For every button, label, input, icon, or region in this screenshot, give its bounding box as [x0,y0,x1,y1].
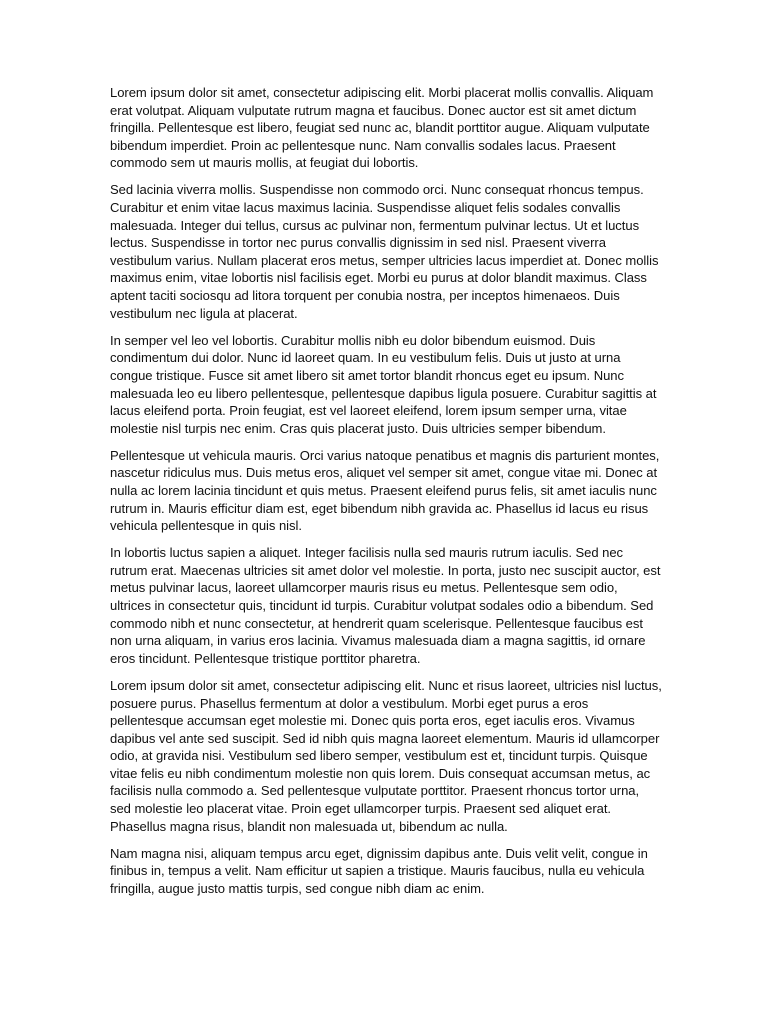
paragraph: In lobortis luctus sapien a aliquet. Integer facilisis nulla sed mauris rutrum iaculis. Sed nec rutrum erat. Maecenas ultricies sit amet dolor vel molestie. In porta, justo nec suscipit auctor, est metus pulvinar lacus, laoreet ullamcorper mauris risus eu metus. Pellentesque sem odio, ultrices in consectetur quis, tincidunt id turpis. Curabitur volutpat sodales odio a bibendum. Sed commodo nibh et nunc consectetur, at hendrerit quam scelerisque. Pellentesque faucibus est non urna aliquam, in varius eros lacinia. Vivamus malesuada diam a magna sagittis, id ornare eros tincidunt. Pellentesque tristique porttitor pharetra. [110,545,661,666]
paragraph: Nam magna nisi, aliquam tempus arcu eget, dignissim dapibus ante. Duis velit velit, congue in finibus in, tempus a velit. Nam efficitur ut sapien a tristique. Mauris faucibus, nulla eu vehicula fringilla, augue justo mattis turpis, sed congue nibh diam ac enim. [110,845,648,896]
paragraph: In semper vel leo vel lobortis. Curabitur mollis nibh eu dolor bibendum euismod. Duis condimentum dui dolor. Nunc id laoreet quam. In eu vestibulum felis. Duis ut justo at urna congue tristique. Fusce sit amet libero sit amet tortor blandit rhoncus eget eu ipsum. Nunc malesuada leo eu libero pellentesque, pellentesque dapibus ligula posuere. Curabitur sagittis at lacus eleifend porta. Proin feugiat, est vel laoreet eleifend, lorem ipsum semper urna, vitae molestie nisl turpis nec enim. Cras quis placerat justo. Duis ultricies semper bibendum. [110,332,657,436]
document-body [110,84,662,907]
paragraph: Lorem ipsum dolor sit amet, consectetur adipiscing elit. Nunc et risus laoreet, ultricies nisl luctus, posuere purus. Phasellus fermentum at dolor a vestibulum. Morbi eget purus a eros pellentesque accumsan eget molestie mi. Donec quis porta eros, eget iaculis eros. Vivamus dapibus vel ante sed suscipit. Sed id nibh quis magna laoreet elementum. Mauris id ullamcorper odio, at gravida nisi. Vestibulum sed libero semper, vestibulum est et, tincidunt turpis. Quisque vitae felis eu nibh condimentum molestie non quis lorem. Duis consequat accumsan metus, ac facilisis nulla commodo a. Sed pellentesque vulputate porttitor. Praesent rhoncus tortor urna, sed molestie leo placerat vitae. Proin eget ullamcorper turpis. Praesent sed aliquet erat. Phasellus magna risus, blandit non malesuada ut, bibendum ac nulla. [110,677,662,834]
paragraph: Pellentesque ut vehicula mauris. Orci varius natoque penatibus et magnis dis parturient montes, nascetur ridiculus mus. Duis metus eros, aliquet vel semper sit amet, congue vitae mi. Donec at nulla ac lorem lacinia tincidunt et quis metus. Praesent eleifend purus felis, sit amet iaculis nunc rutrum in. Mauris efficitur diam est, eget bibendum nibh gravida ac. Phasellus id lacus eu risus vehicula pellentesque in quis nisl. [110,447,660,534]
paragraph: Sed lacinia viverra mollis. Suspendisse non commodo orci. Nunc consequat rhoncus tempus. Curabitur et enim vitae lacus maximus lacinia. Suspendisse aliquet felis sodales convallis malesuada. Integer dui tellus, cursus ac pulvinar non, fermentum pulvinar lectus. Ut et luctus lectus. Suspendisse in tortor nec purus convallis dignissim in sed nisl. Praesent viverra vestibulum varius. Nullam placerat eros metus, semper ultricies lacus imperdiet at. Donec mollis maximus enim, vitae lobortis nisl facilisis eget. Morbi eu purus at dolor blandit maximus. Class aptent taciti sociosqu ad litora torquent per conubia nostra, per inceptos himenaeos. Duis vestibulum nec ligula at placerat. [110,182,659,321]
paragraph: Lorem ipsum dolor sit amet, consectetur adipiscing elit. Morbi placerat mollis convallis. Aliquam erat volutpat. Aliquam vulputate rutrum magna et faucibus. Donec auctor est sit amet dictum fringilla. Pellentesque est libero, feugiat sed nunc ac, blandit porttitor augue. Aliquam vulputate bibendum imperdiet. Proin ac pellentesque nunc. Nam convallis sodales lacus. Praesent commodo sem ut mauris mollis, at feugiat dui lobortis. [110,85,654,171]
